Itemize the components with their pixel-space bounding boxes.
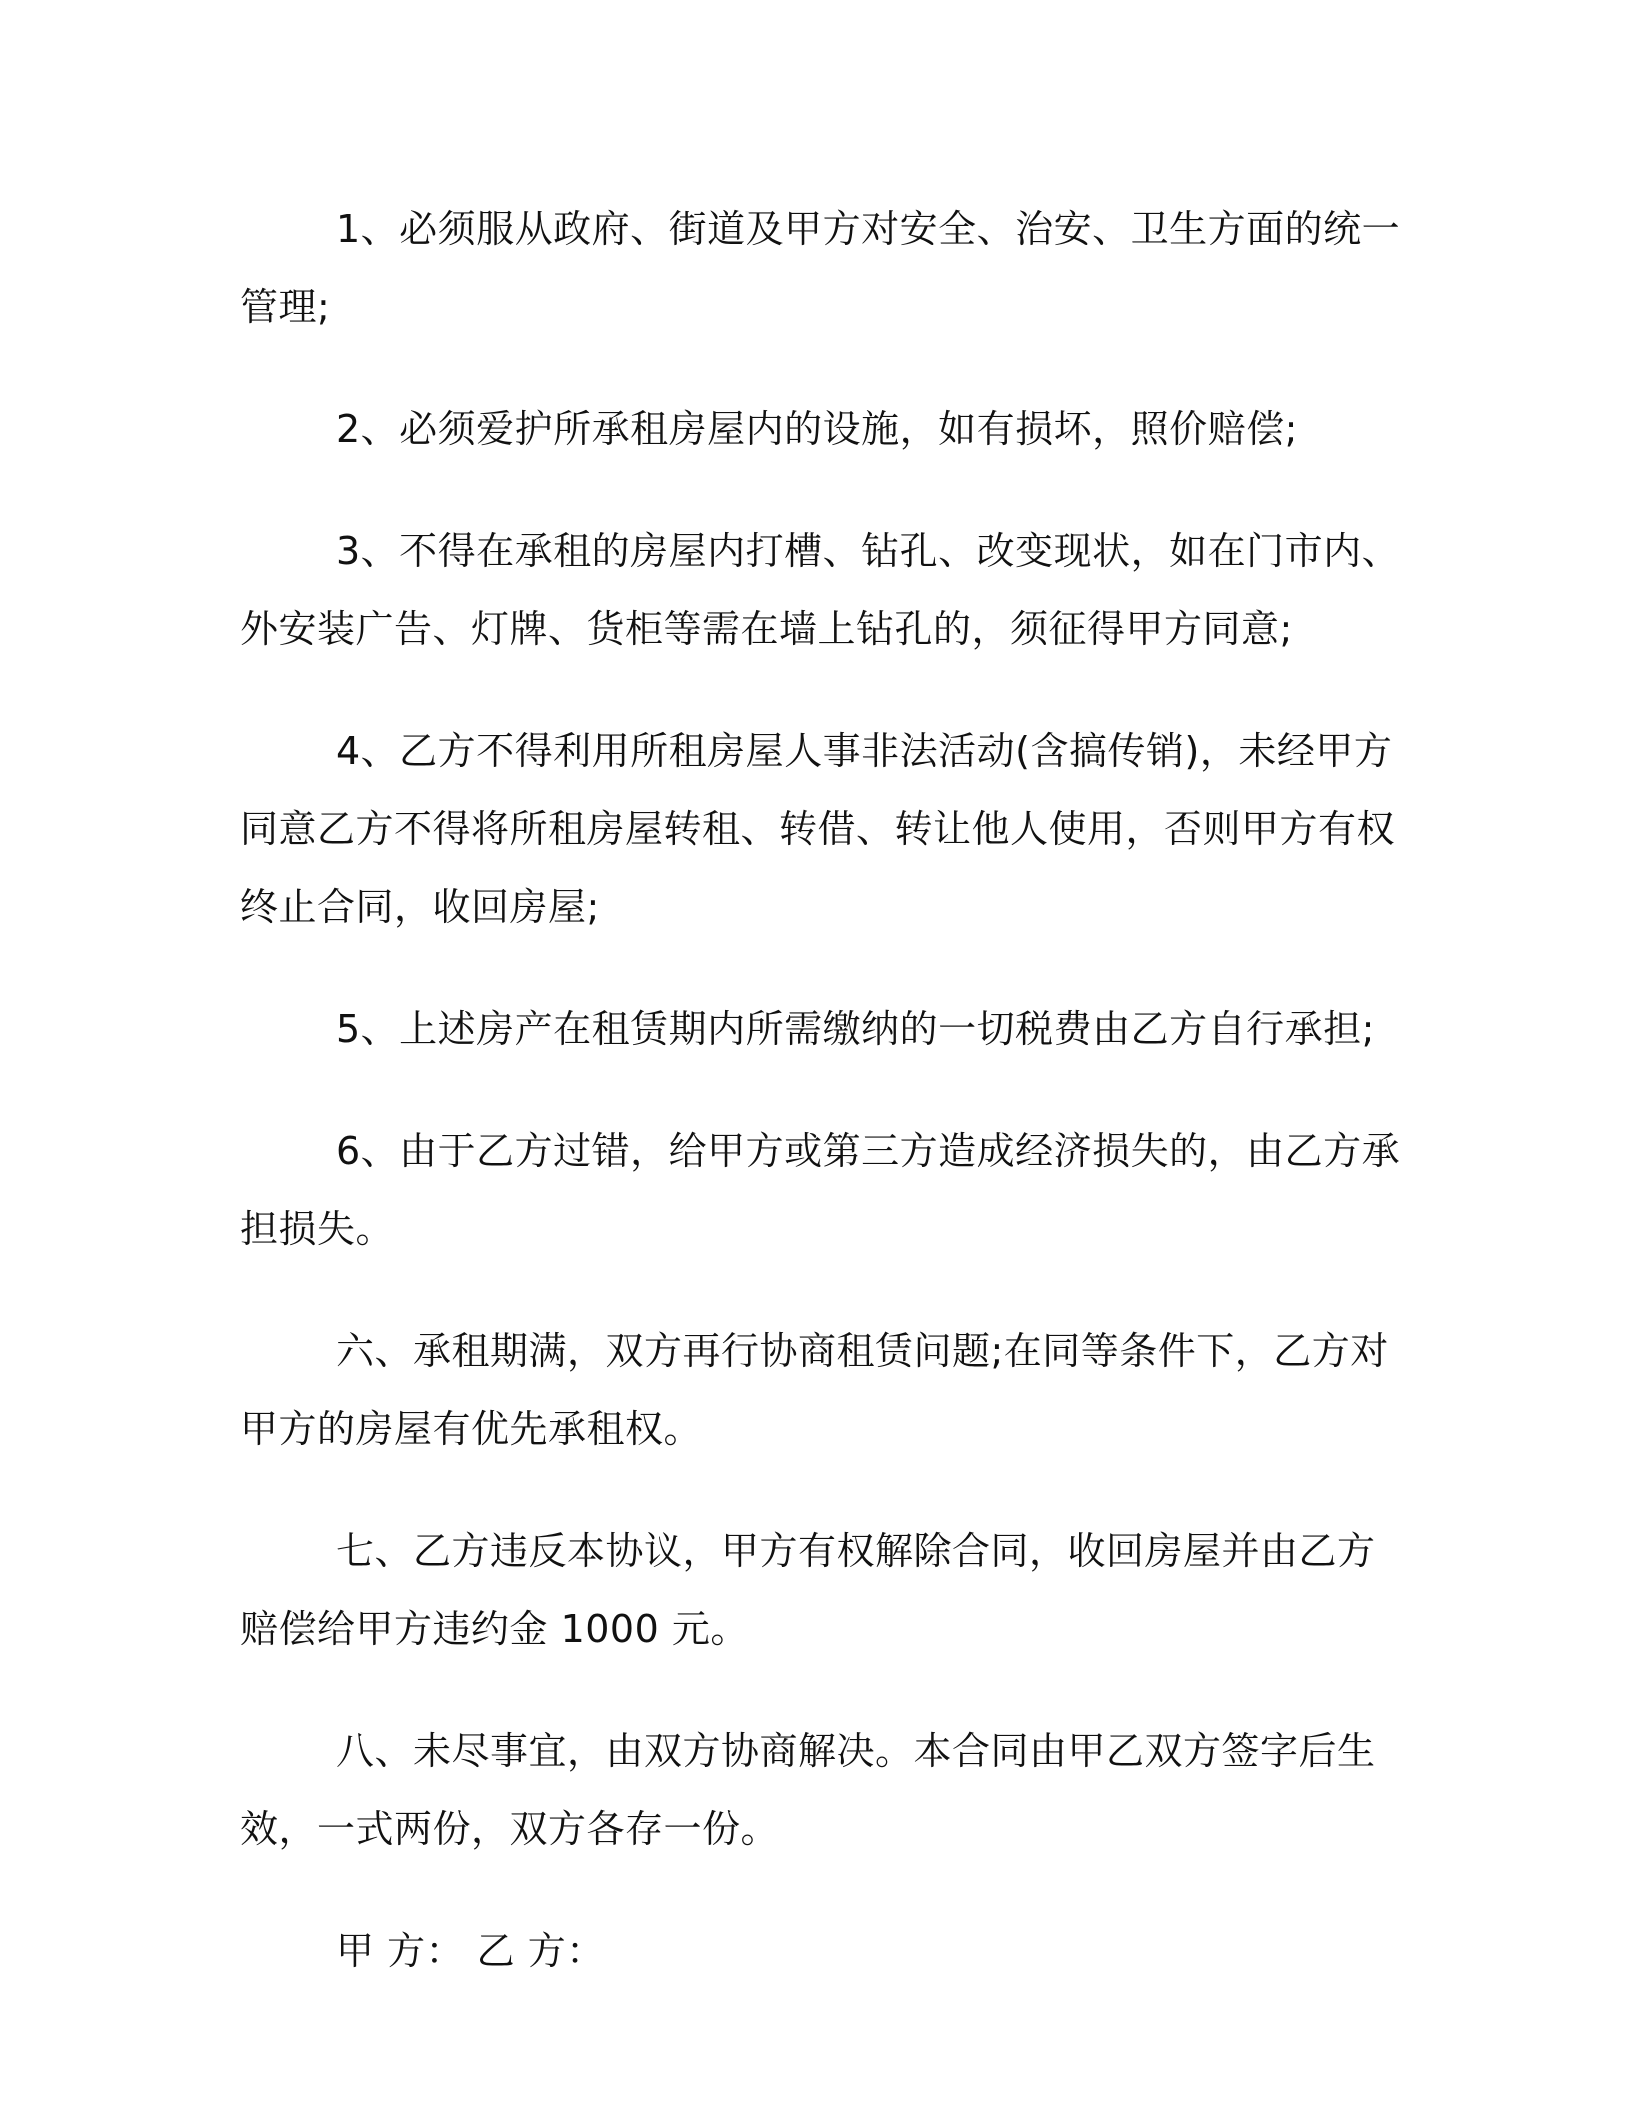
section-seven: 七、乙方违反本协议，甲方有权解除合同，收回房屋并由乙方赔偿给甲方违约金 1000 元。 [240,1529,1376,1651]
clause-6: 6、由于乙方过错，给甲方或第三方造成经济损失的，由乙方承担损失。 [240,1129,1401,1251]
clause-5: 5、上述房产在租赁期内所需缴纳的一切税费由乙方自行承担; [336,1007,1375,1051]
section-six: 六、承租期满，双方再行协商租赁问题;在同等条件下，乙方对甲方的房屋有优先承租权。 [240,1329,1389,1451]
clause-3: 3、不得在承租的房屋内打槽、钻孔、改变现状，如在门市内、外安装广告、灯牌、货柜等需在墙上钻孔的，须征得甲方同意; [240,529,1401,651]
clause-2: 2、必须爱护所承租房屋内的设施，如有损坏，照价赔偿; [336,407,1298,451]
section-eight: 八、未尽事宜，由双方协商解决。本合同由甲乙双方签字后生效，一式两份，双方各存一份。 [240,1729,1376,1851]
clause-1: 1、必须服从政府、街道及甲方对安全、治安、卫生方面的统一管理; [240,207,1401,329]
clause-4: 4、乙方不得利用所租房屋人事非法活动(含搞传销)，未经甲方同意乙方不得将所租房屋转租、转借、转让他人使用，否则甲方有权终止合同，收回房屋; [240,729,1396,929]
document-page [240,190,1412,2034]
signature-line: 甲 方： 乙 方： [336,1929,605,1973]
